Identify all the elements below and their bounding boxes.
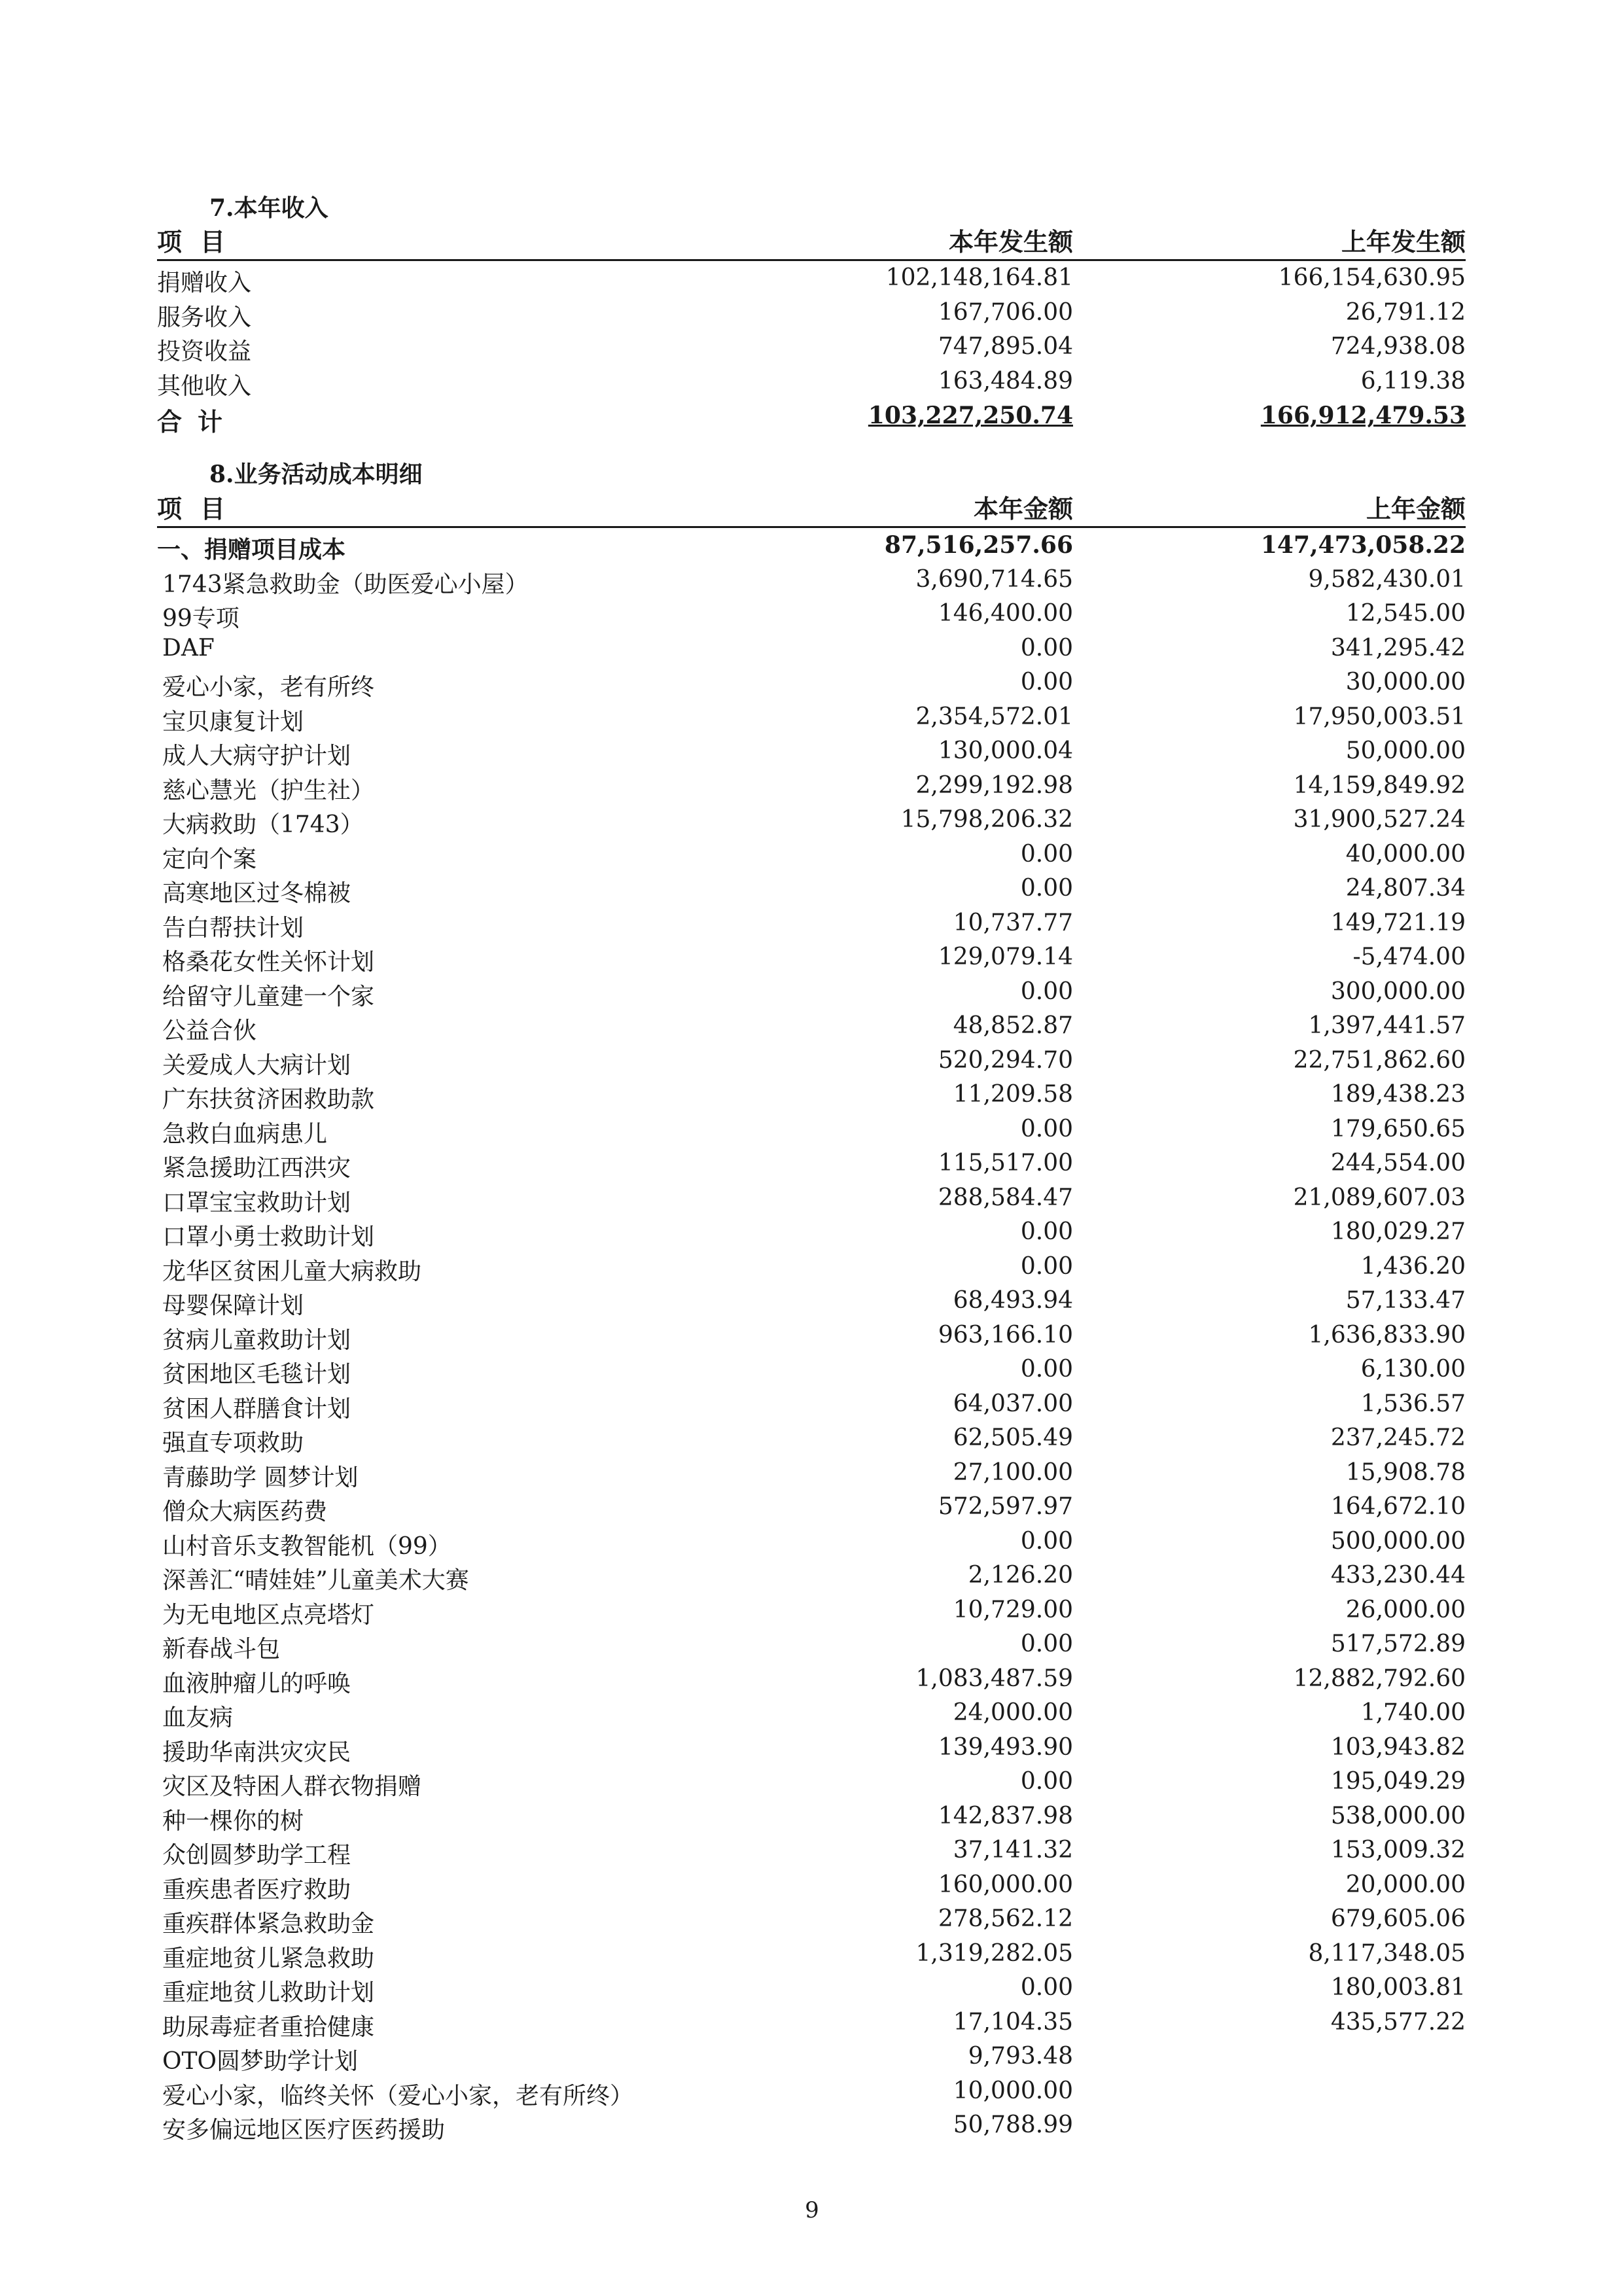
income-table-body <box>157 260 1466 436</box>
table-row <box>157 733 1466 768</box>
table-row <box>157 1146 1466 1180</box>
row-previous-value: 9,582,430.01 <box>1308 565 1466 593</box>
row-item-name: 爱心小家，老有所终 <box>162 674 375 701</box>
costs-table-body <box>157 527 1466 2142</box>
row-current-value: 37,141.32 <box>953 1837 1073 1863</box>
row-item-name: 众创圆梦助学工程 <box>162 1842 351 1869</box>
row-item-name: 爱心小家，临终关怀（爱心小家，老有所终） <box>162 2082 634 2110</box>
row-previous-value: 8,117,348.05 <box>1308 1939 1466 1967</box>
row-previous-value: 20,000.00 <box>1345 1871 1466 1898</box>
row-previous-value: 195,049.29 <box>1330 1768 1466 1795</box>
row-previous-value: 17,950,003.51 <box>1293 703 1466 730</box>
row-previous-value: 1,636,833.90 <box>1308 1321 1466 1349</box>
row-item-name: 援助华南洪灾灾民 <box>162 1739 351 1766</box>
row-current-value: 1,083,487.59 <box>915 1665 1073 1692</box>
costs-header-previous: 上年金额 <box>1366 494 1466 523</box>
row-current-value: 103,227,250.74 <box>868 402 1073 429</box>
table-row <box>157 1318 1466 1352</box>
row-item-name: 口罩宝宝救助计划 <box>162 1189 351 1216</box>
income-header-previous: 上年发生额 <box>1341 227 1466 256</box>
table-row <box>157 1867 1466 1902</box>
row-current-value: 10,729.00 <box>953 1596 1073 1623</box>
row-item-name: 青藤助学 圆梦计划 <box>162 1464 359 1491</box>
row-current-value: 3,690,714.65 <box>915 565 1073 593</box>
row-current-value: 0.00 <box>1020 1527 1073 1555</box>
row-current-value: 160,000.00 <box>938 1871 1073 1898</box>
page-number: 9 <box>805 2197 819 2223</box>
row-current-value: 0.00 <box>1020 634 1073 662</box>
table-row <box>157 802 1466 837</box>
table-row <box>157 1180 1466 1215</box>
row-current-value: 0.00 <box>1020 978 1073 1005</box>
row-current-value: 0.00 <box>1020 840 1073 868</box>
row-previous-value: 180,029.27 <box>1330 1218 1466 1245</box>
table-row <box>157 1249 1466 1284</box>
table-row <box>157 1524 1466 1559</box>
table-row <box>157 2108 1466 2142</box>
row-current-value: 11,209.58 <box>953 1081 1073 1108</box>
row-current-value: 24,000.00 <box>953 1699 1073 1726</box>
row-item-name: 一、捐赠项目成本 <box>157 536 346 563</box>
costs-header-current: 本年金额 <box>973 494 1073 523</box>
row-current-value: 2,126.20 <box>968 1562 1073 1589</box>
row-previous-value: 40,000.00 <box>1345 840 1466 868</box>
row-item-name: 山村音乐支教智能机（99） <box>162 1532 451 1560</box>
row-current-value: 572,597.97 <box>938 1493 1073 1520</box>
table-row <box>157 1421 1466 1455</box>
costs-table-header <box>157 487 1466 528</box>
row-current-value: 68,493.94 <box>953 1287 1073 1314</box>
row-item-name: 龙华区贫困儿童大病救助 <box>162 1258 422 1285</box>
row-item-name: 定向个案 <box>162 845 257 873</box>
row-previous-value: 24,807.34 <box>1345 875 1466 902</box>
row-previous-value: 179,650.65 <box>1330 1115 1466 1142</box>
row-previous-value: 12,882,792.60 <box>1293 1665 1466 1692</box>
row-current-value: 142,837.98 <box>938 1802 1073 1829</box>
row-previous-value: 538,000.00 <box>1330 1802 1466 1829</box>
row-item-name: 重疾患者医疗救助 <box>162 1876 351 1903</box>
row-current-value: 87,516,257.66 <box>884 531 1073 559</box>
table-row <box>157 1936 1466 1971</box>
table-row <box>157 596 1466 631</box>
table-row <box>157 837 1466 872</box>
row-previous-value: 147,473,058.22 <box>1260 531 1466 559</box>
income-header-item: 项目 <box>157 227 244 256</box>
row-current-value: 146,400.00 <box>938 600 1073 627</box>
row-current-value: 2,354,572.01 <box>915 703 1073 730</box>
row-previous-value: 12,545.00 <box>1345 600 1466 627</box>
row-item-name: 安多偏远地区医疗医药援助 <box>162 2117 446 2144</box>
row-current-value: 288,584.47 <box>938 1184 1073 1211</box>
row-previous-value: 22,751,862.60 <box>1293 1046 1466 1074</box>
table-row <box>157 1833 1466 1867</box>
row-item-name: 格桑花女性关怀计划 <box>162 949 375 976</box>
table-row <box>157 1043 1466 1078</box>
row-item-name: 贫病儿童救助计划 <box>162 1326 351 1354</box>
row-item-name: 捐赠收入 <box>157 270 252 296</box>
row-current-value: 10,737.77 <box>953 909 1073 936</box>
row-current-value: 520,294.70 <box>938 1046 1073 1074</box>
row-current-value: 0.00 <box>1020 1768 1073 1795</box>
row-item-name: 重疾群体紧急救助金 <box>162 1911 375 1937</box>
row-current-value: 963,166.10 <box>938 1321 1073 1349</box>
row-current-value: 747,895.04 <box>938 333 1073 360</box>
table-row <box>157 1764 1466 1799</box>
row-current-value: 167,706.00 <box>938 298 1073 326</box>
row-previous-value: 26,791.12 <box>1345 298 1466 326</box>
table-row <box>157 1112 1466 1146</box>
row-current-value: 0.00 <box>1020 875 1073 902</box>
row-previous-value: -5,474.00 <box>1352 944 1466 970</box>
row-item-name: 母婴保障计划 <box>162 1292 304 1319</box>
table-row <box>157 1008 1466 1043</box>
row-current-value: 0.00 <box>1020 1252 1073 1280</box>
row-item-name: 慈心慧光（护生社） <box>162 777 375 804</box>
row-item-name: 1743紧急救助金（助医爱心小屋） <box>162 571 529 598</box>
row-item-name: DAF <box>162 634 215 662</box>
table-row <box>157 906 1466 940</box>
row-item-name: 重症地贫儿紧急救助 <box>162 1945 375 1972</box>
table-row <box>157 1489 1466 1524</box>
row-item-name: 其他收入 <box>157 372 252 400</box>
row-item-name: 僧众大病医药费 <box>162 1498 328 1525</box>
row-previous-value: 724,938.08 <box>1330 333 1466 360</box>
row-previous-value: 500,000.00 <box>1330 1527 1466 1555</box>
row-current-value: 129,079.14 <box>938 944 1073 970</box>
row-item-name: 公益合伙 <box>162 1017 257 1044</box>
table-row <box>157 1593 1466 1627</box>
table-row <box>157 2039 1466 2074</box>
row-current-value: 0.00 <box>1020 1356 1073 1383</box>
row-item-name: 灾区及特困人群衣物捐赠 <box>162 1773 422 1800</box>
table-row <box>157 1970 1466 2005</box>
row-previous-value: 6,119.38 <box>1360 367 1466 395</box>
income-table-header <box>157 220 1466 261</box>
row-current-value: 9,793.48 <box>968 2043 1073 2070</box>
row-previous-value: 164,672.10 <box>1330 1493 1466 1520</box>
table-row <box>157 768 1466 803</box>
row-previous-value: 57,133.47 <box>1345 1287 1466 1314</box>
row-previous-value: 244,554.00 <box>1330 1150 1466 1176</box>
row-previous-value: 679,605.06 <box>1330 1905 1466 1932</box>
table-row <box>157 940 1466 974</box>
row-previous-value: 341,295.42 <box>1330 634 1466 662</box>
table-row <box>157 974 1466 1009</box>
row-item-name: 强直专项救助 <box>162 1430 304 1457</box>
row-previous-value: 1,740.00 <box>1360 1699 1466 1726</box>
table-row <box>157 1077 1466 1112</box>
row-previous-value: 153,009.32 <box>1330 1837 1466 1863</box>
table-row <box>157 1283 1466 1318</box>
row-current-value: 48,852.87 <box>953 1012 1073 1039</box>
income-header-current: 本年发生额 <box>948 227 1073 256</box>
row-item-name: 贫困地区毛毯计划 <box>162 1361 351 1388</box>
row-previous-value: 180,003.81 <box>1330 1974 1466 2001</box>
row-previous-value: 14,159,849.92 <box>1293 771 1466 799</box>
table-row <box>157 699 1466 734</box>
row-item-name: 宝贝康复计划 <box>162 708 304 735</box>
row-item-name: 急救白血病患儿 <box>162 1120 328 1148</box>
row-item-name: 新春战斗包 <box>162 1636 281 1663</box>
row-item-name: 贫困人群膳食计划 <box>162 1395 351 1422</box>
table-row <box>157 631 1466 665</box>
row-current-value: 17,104.35 <box>953 2008 1073 2036</box>
row-item-name: 告白帮扶计划 <box>162 914 304 942</box>
row-previous-value: 237,245.72 <box>1330 1424 1466 1451</box>
row-current-value: 27,100.00 <box>953 1458 1073 1486</box>
row-current-value: 15,798,206.32 <box>900 806 1073 833</box>
row-current-value: 1,319,282.05 <box>915 1939 1073 1967</box>
table-row <box>157 1455 1466 1490</box>
table-row <box>157 1901 1466 1936</box>
table-row <box>157 2005 1466 2040</box>
row-item-name: 99专项 <box>162 605 239 632</box>
row-previous-value: 435,577.22 <box>1330 2008 1466 2036</box>
table-row <box>157 2074 1466 2108</box>
row-current-value: 10,000.00 <box>953 2077 1073 2104</box>
row-previous-value: 31,900,527.24 <box>1293 806 1466 833</box>
table-row <box>157 329 1466 364</box>
row-previous-value: 300,000.00 <box>1330 978 1466 1005</box>
row-item-name: 助尿毒症者重拾健康 <box>162 2013 375 2041</box>
row-current-value: 278,562.12 <box>938 1905 1073 1932</box>
row-previous-value: 6,130.00 <box>1360 1356 1466 1383</box>
row-item-name: 重症地贫儿救助计划 <box>162 1979 375 2006</box>
row-item-name: 成人大病守护计划 <box>162 743 351 769</box>
row-current-value: 2,299,192.98 <box>915 771 1073 799</box>
row-current-value: 163,484.89 <box>938 367 1073 395</box>
row-item-name: 高寒地区过冬棉被 <box>162 880 351 907</box>
row-previous-value: 433,230.44 <box>1330 1562 1466 1589</box>
row-previous-value: 30,000.00 <box>1345 669 1466 696</box>
row-item-name: 血友病 <box>162 1704 234 1731</box>
row-current-value: 64,037.00 <box>953 1390 1073 1417</box>
row-previous-value: 1,436.20 <box>1360 1252 1466 1280</box>
row-previous-value: 15,908.78 <box>1345 1458 1466 1486</box>
row-previous-value: 26,000.00 <box>1345 1596 1466 1623</box>
row-item-name: 血液肿瘤儿的呼唤 <box>162 1670 351 1697</box>
row-item-name: 口罩小勇士救助计划 <box>162 1224 375 1250</box>
table-row <box>157 527 1466 562</box>
row-item-name: 深善汇“晴娃娃”儿童美术大赛 <box>162 1567 469 1594</box>
row-previous-value: 189,438.23 <box>1330 1081 1466 1108</box>
row-previous-value: 166,154,630.95 <box>1278 264 1466 291</box>
table-row <box>157 1558 1466 1593</box>
table-row <box>157 871 1466 906</box>
row-current-value: 62,505.49 <box>953 1424 1073 1451</box>
table-row <box>157 1352 1466 1386</box>
table-row <box>157 1799 1466 1833</box>
table-row <box>157 562 1466 597</box>
row-current-value: 0.00 <box>1020 669 1073 696</box>
row-current-value: 0.00 <box>1020 1115 1073 1142</box>
row-item-name: 紧急援助江西洪灾 <box>162 1155 351 1182</box>
table-row <box>157 364 1466 398</box>
row-current-value: 0.00 <box>1020 1218 1073 1245</box>
table-row <box>157 1730 1466 1765</box>
table-row <box>157 1386 1466 1421</box>
row-previous-value: 1,397,441.57 <box>1308 1012 1466 1039</box>
row-current-value: 0.00 <box>1020 1974 1073 2001</box>
table-row <box>157 1214 1466 1249</box>
row-item-name: 为无电地区点亮塔灯 <box>162 1601 375 1629</box>
row-previous-value: 166,912,479.53 <box>1260 402 1466 429</box>
table-row <box>157 1661 1466 1696</box>
table-row <box>157 260 1466 295</box>
costs-section-title: 8.业务活动成本明细 <box>209 461 423 488</box>
income-section-title: 7.本年收入 <box>209 194 328 222</box>
row-current-value: 50,788.99 <box>953 2111 1073 2138</box>
row-previous-value: 50,000.00 <box>1345 737 1466 764</box>
row-current-value: 0.00 <box>1020 1631 1073 1657</box>
row-item-name: 合计 <box>157 407 239 436</box>
row-item-name: 种一棵你的树 <box>162 1807 304 1835</box>
row-current-value: 102,148,164.81 <box>885 264 1073 291</box>
table-row <box>157 1695 1466 1730</box>
row-item-name: 服务收入 <box>157 304 252 331</box>
row-item-name: 广东扶贫济困救助款 <box>162 1086 375 1113</box>
row-item-name: 大病救助（1743） <box>162 811 364 838</box>
row-item-name: OTO圆梦助学计划 <box>162 2048 359 2075</box>
row-previous-value: 1,536.57 <box>1360 1390 1466 1417</box>
costs-header-item: 项目 <box>157 494 244 523</box>
table-row <box>157 665 1466 699</box>
row-current-value: 130,000.04 <box>938 737 1073 764</box>
row-current-value: 115,517.00 <box>938 1150 1073 1176</box>
row-previous-value: 149,721.19 <box>1330 909 1466 936</box>
row-previous-value: 21,089,607.03 <box>1293 1184 1466 1211</box>
row-current-value: 139,493.90 <box>938 1733 1073 1761</box>
row-previous-value: 103,943.82 <box>1330 1733 1466 1761</box>
table-row <box>157 1627 1466 1661</box>
row-item-name: 给留守儿童建一个家 <box>162 983 375 1010</box>
row-previous-value: 517,572.89 <box>1330 1631 1466 1657</box>
table-row <box>157 398 1466 436</box>
row-item-name: 关爱成人大病计划 <box>162 1051 351 1079</box>
row-item-name: 投资收益 <box>157 338 252 365</box>
table-row <box>157 295 1466 330</box>
